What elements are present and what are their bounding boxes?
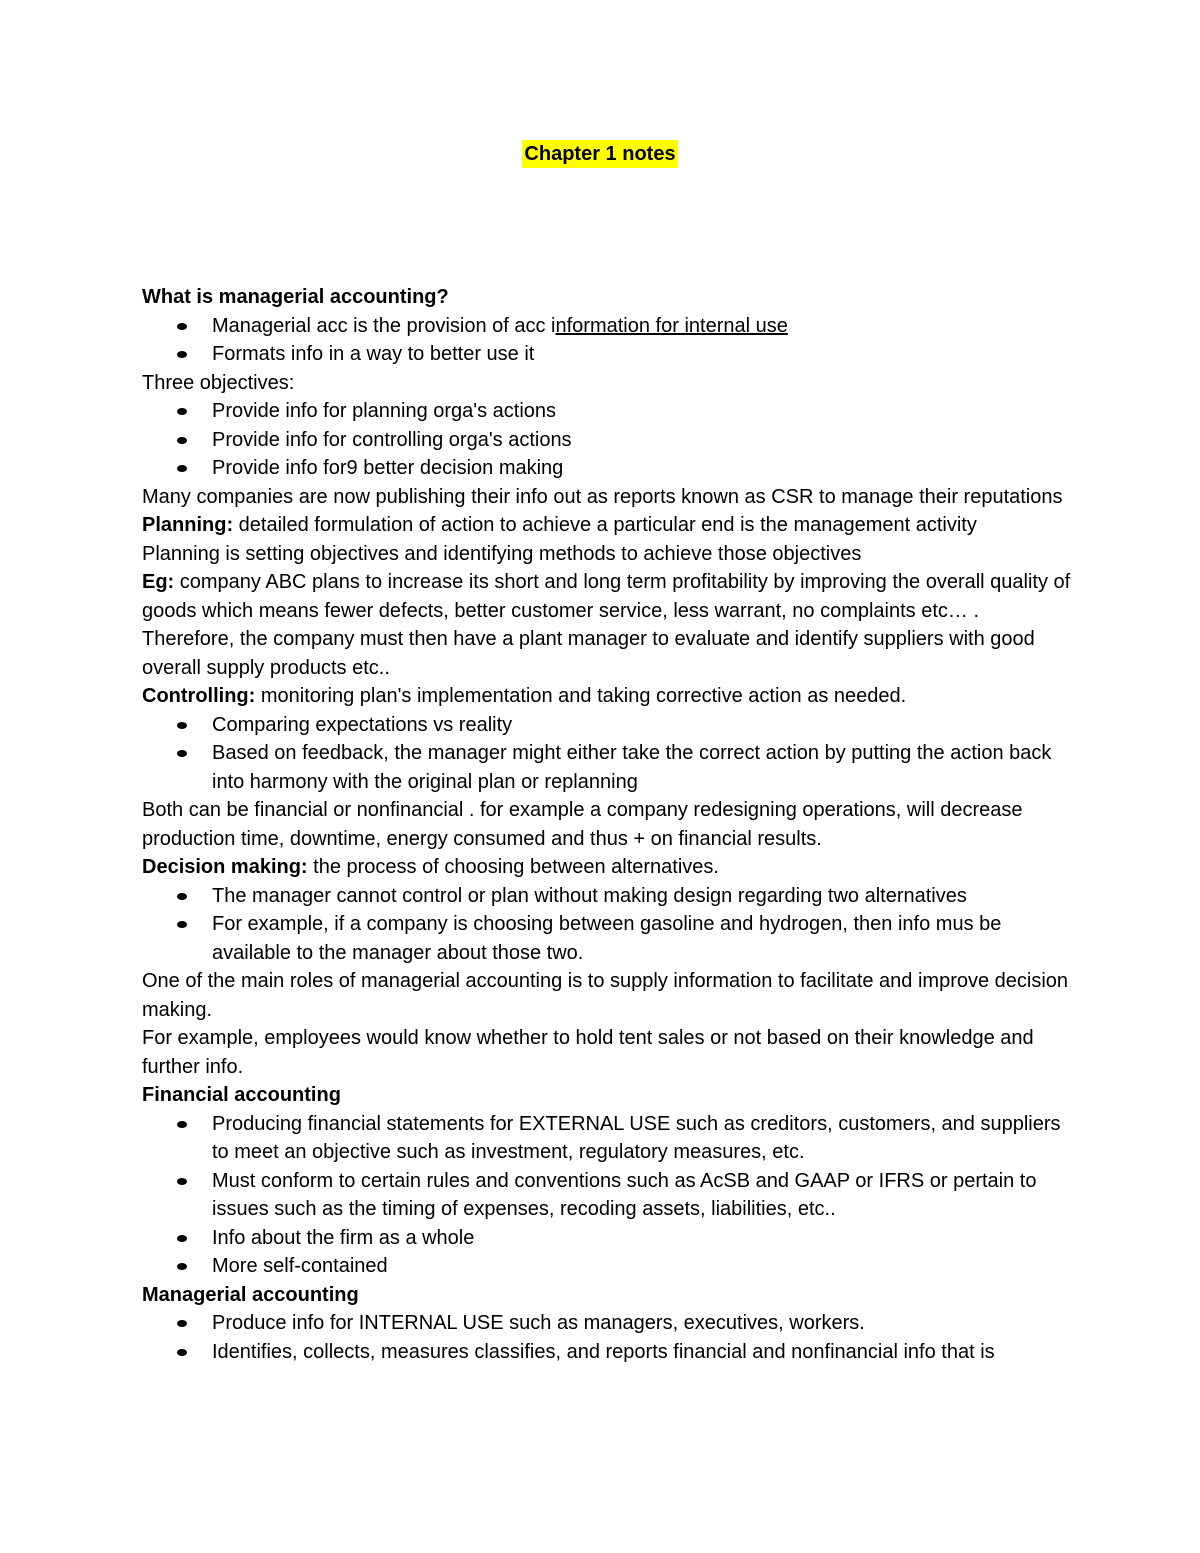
list-item: Provide info for planning orga's actions <box>142 397 1072 426</box>
list-item: Managerial acc is the provision of acc information for internal use <box>142 312 1072 341</box>
section-heading-what-is: What is managerial accounting? <box>142 286 449 308</box>
title-block <box>0 140 1200 168</box>
page-title: Chapter 1 notes <box>522 140 677 168</box>
managerial-list <box>142 1309 1072 1366</box>
example-paragraph: For example, employees would know whether to hold tent sales or not based on their knowledge and further info. <box>142 1027 1034 1078</box>
controlling-list <box>142 711 1072 797</box>
managerial-heading: Managerial accounting <box>142 1283 359 1306</box>
decision-list <box>142 882 1072 968</box>
objectives-label: Three objectives: <box>142 371 295 394</box>
list-item: Comparing expectations vs reality <box>142 711 1072 740</box>
list-item: Provide info for9 better decision making <box>142 454 1072 483</box>
notes-body <box>142 283 1072 1366</box>
roles-paragraph: One of the main roles of managerial accounting is to supply information to facilitate and improve decision making. <box>142 970 1069 1021</box>
decision-label: Decision making: <box>142 856 308 878</box>
decision-paragraph: Decision making: the process of choosing between alternatives. <box>142 856 719 878</box>
controlling-paragraph: Controlling: monitoring plan's implementation and taking corrective action as needed. <box>142 685 907 707</box>
planning-line2: Planning is setting objectives and identifying methods to achieve those objectives <box>142 542 862 565</box>
underlined-text: nformation for internal use <box>555 314 788 337</box>
planning-paragraph: Planning: detailed formulation of action to achieve a particular end is the management activity <box>142 514 977 536</box>
both-paragraph: Both can be financial or nonfinancial . for example a company redesigning operations, will decrease production time, downtime, energy consumed and thus + on financial results. <box>142 799 1023 850</box>
objectives-list <box>142 397 1072 483</box>
list-item: Must conform to certain rules and conventions such as AcSB and GAAP or IFRS or pertain to issues such as the timing of expenses, recoding assets, liabilities, etc.. <box>142 1167 1072 1224</box>
list-item: Formats info in a way to better use it <box>142 340 1072 369</box>
what-is-list <box>142 312 1072 369</box>
list-item: Based on feedback, the manager might either take the correct action by putting the action back into harmony with the original plan or replanning <box>142 739 1072 796</box>
list-item: For example, if a company is choosing between gasoline and hydrogen, then info mus be available to the manager about those two. <box>142 910 1072 967</box>
list-item: More self-contained <box>142 1252 1072 1281</box>
list-item: The manager cannot control or plan without making design regarding two alternatives <box>142 882 1072 911</box>
list-item: Producing financial statements for EXTERNAL USE such as creditors, customers, and suppliers to meet an objective such as investment, regulatory measures, etc. <box>142 1110 1072 1167</box>
financial-heading: Financial accounting <box>142 1084 341 1106</box>
list-item: Info about the firm as a whole <box>142 1224 1072 1253</box>
financial-list <box>142 1110 1072 1281</box>
list-item: Identifies, collects, measures classifies, and reports financial and nonfinancial info that is <box>142 1338 1072 1367</box>
eg-label: Eg: <box>142 571 175 593</box>
controlling-label: Controlling: <box>142 685 256 707</box>
planning-label: Planning: <box>142 514 234 536</box>
csr-paragraph: Many companies are now publishing their info out as reports known as CSR to manage their reputations <box>142 485 1063 508</box>
eg-paragraph: Eg: company ABC plans to increase its short and long term profitability by improving the overall quality of goods which means fewer defects, better customer service, less warrant, no complaints etc… . Therefore, the company must then have a plant manager to evaluate and identify suppliers with good overall supply products etc.. <box>142 571 1071 679</box>
list-item: Produce info for INTERNAL USE such as managers, executives, workers. <box>142 1309 1072 1338</box>
list-item: Provide info for controlling orga's actions <box>142 426 1072 455</box>
